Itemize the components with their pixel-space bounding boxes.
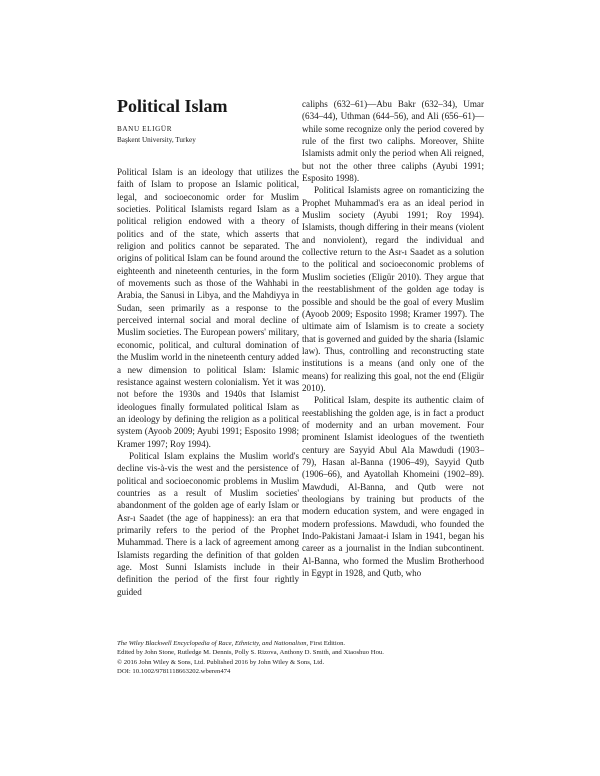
paragraph: Political Islam explains the Muslim world's decline vis-à-vis the west and the persistence of political and socioeconomic problems in Muslim countries as a result of Muslim societies' abandonment of the golden age of early Islam or Asr-ı Saadet (the age of happiness): an era that primarily refers to the period of the Prophet Muhammad. There is a lack of agreement among Islamists regarding the definition of that golden age. Most Sunni Islamists include in their definition the period of the first four rightly guided [117, 450, 299, 597]
edition-text: , First Edition. [306, 640, 346, 647]
author-name: BANU ELIGÜR [117, 125, 173, 133]
paragraph: Political Islamists agree on romanticizing the Prophet Muhammad's era as an ideal period in Muslim society (Ayubi 1991; Roy 1994). Islamists, though differing in their means (violent and nonviolent), regard the individual and collective return to the Asr-ı Saadet as a solution to the political and socioeconomic problems of Muslim societies (Eligür 2010). They argue that the reestablishment of the golden age today is possible and should be the goal of every Muslim (Ayoob 2009; Esposito 1998; Kramer 1997). The ultimate aim of Islamism is to create a society that is governed and guided by the sharia (Islamic law). Thus, controlling and reconstructing state institutions is a means (and only one of the means) for realizing this goal, not the end (Eligür 2010). [302, 185, 484, 393]
right-text-column [302, 98, 484, 579]
author-affiliation: Başkent University, Turkey [117, 136, 196, 144]
doi-line: DOI: 10.1002/9781118663202.wberen474 [117, 668, 231, 676]
editors-line: Edited by John Stone, Rutledge M. Dennis, Polly S. Rizova, Anthony D. Smith, and Xiaoshuo Hou. [117, 649, 384, 657]
article-title: Political Islam [117, 96, 228, 116]
paragraph: Political Islam, despite its authentic claim of reestablishing the golden age, is in fact a product of modernity and an urban movement. Four prominent Islamist ideologues of the twentieth century are Sayyid Abul Ala Mawdudi (1903–79), Hasan al-Banna (1906–49), Sayyid Qutb (1906–66), and Ayatollah Khomeini (1902–89). Mawdudi, Al-Banna, and Qutb were not theologians by training but products of the modern education system, and were engaged in modern professions. Mawdudi, who founded the Indo-Pakistani Jamaat-i Islam in 1941, began his career as a journalist in the Indian subcontinent. Al-Banna, who formed the Muslim Brotherhood in Egypt in 1928, and Qutb, who [302, 395, 484, 579]
paragraph: Political Islam is an ideology that utilizes the faith of Islam to propose an Islamic political, legal, and socioeconomic order for Muslim societies. Political Islamists regard Islam as a political religion endowed with a theory of politics and of the state, which asserts that religion and politics cannot be separated. The origins of political Islam can be found around the eighteenth and nineteenth centuries, in the form of movements such as those of the Wahhabi in Arabia, the Sanusi in Libya, and the Mahdiyya in Sudan, seen primarily as a response to the perceived internal social and moral decline of Muslim societies. The European powers' military, economic, political, and cultural domination of the Muslim world in the nineteenth century added a new dimension to political Islam: Islamic resistance against western colonialism. Yet it was not before the 1930s and 1940s that Islamist ideologues finally formulated political Islam as an ideology by defining the religion as a political system (Ayoob 2009; Ayubi 1991; Esposito 1998; Kramer 1997; Roy 1994). [117, 167, 299, 449]
copyright-line: © 2016 John Wiley & Sons, Ltd. Published 2016 by John Wiley & Sons, Ltd. [117, 658, 325, 666]
citation-footer [117, 639, 487, 677]
left-text-column [117, 166, 299, 598]
paragraph: caliphs (632–61)—Abu Bakr (632–34), Umar (634–44), Uthman (644–56), and Ali (656–61)—while some recognize only the period covered by rule of the first two caliphs. Moreover, Shiite Islamists admit only the period when Ali reigned, but not the other three caliphs (Ayubi 1991; Esposito 1998). [302, 99, 484, 184]
encyclopedia-line [117, 639, 487, 648]
encyclopedia-title: The Wiley Blackwell Encyclopedia of Race, Ethnicity, and Nationalism [117, 640, 307, 647]
